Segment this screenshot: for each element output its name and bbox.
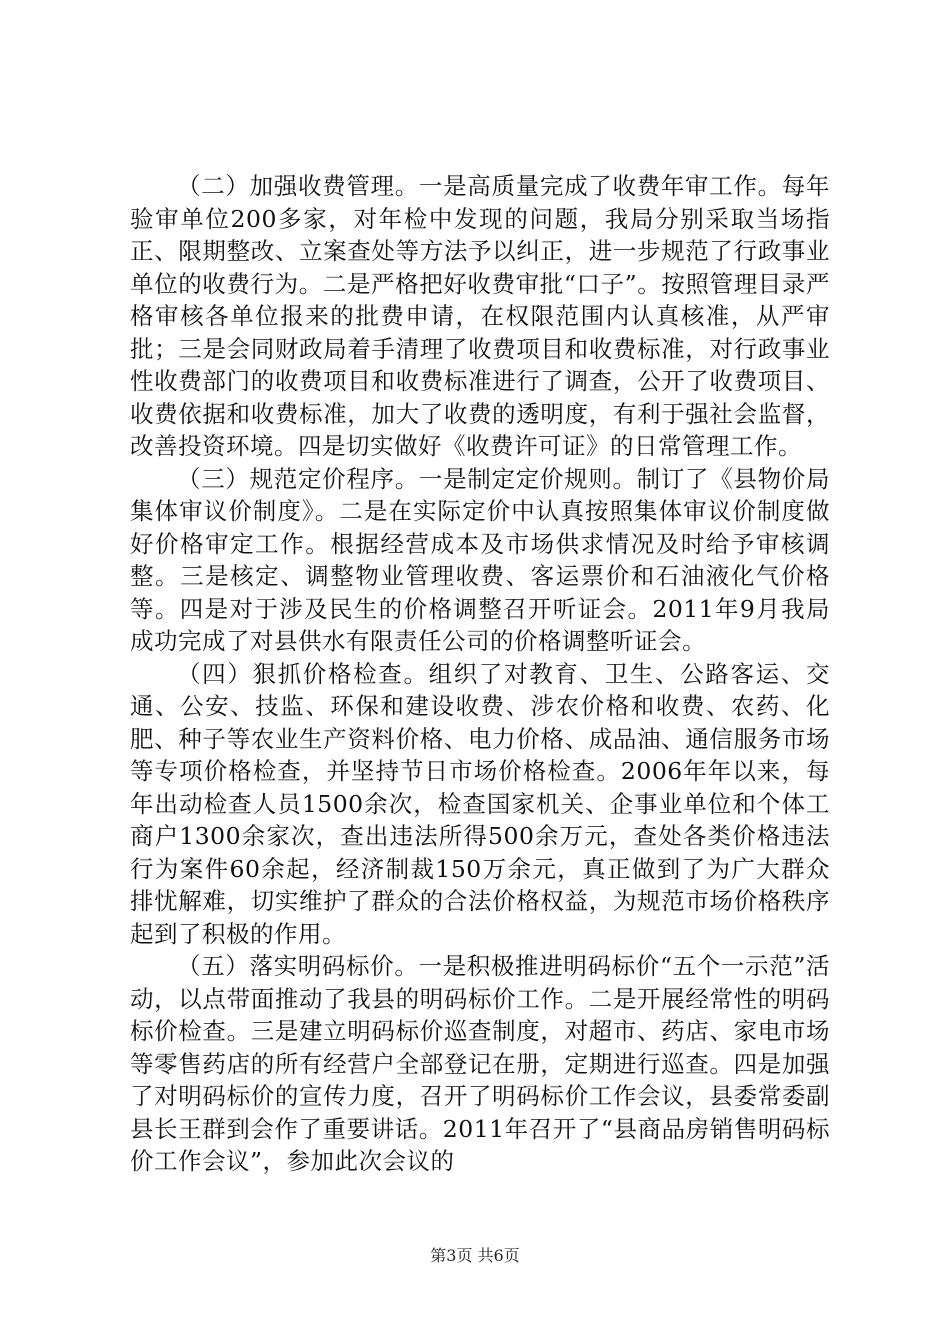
paragraph-pricing-procedure: （三）规范定价程序。一是制定定价规则。制订了《县物价局集体审议价制度》。二是在实际定价中认真按照集体审议价制度做好价格审定工作。根据经营成本及市场供求情况及时给予审核调整。三是核定、调整物业管理收费、客运票价和石油液化气价格等。四是对于涉及民生的价格调整召开听证会。2011年9月我局成功完成了对县供水有限责任公司的价格调整听证会。: [130, 464, 830, 655]
paragraph-fee-management: （二）加强收费管理。一是高质量完成了收费年审工作。每年验审单位200多家，对年检中发现的问题，我局分别采取当场指正、限期整改、立案查处等方法予以纠正，进一步规范了行政事业单位的收费行为。二是严格把好收费审批“口子”。按照管理目录严格审核各单位报来的批费申请，在权限范围内认真核准，从严审批；三是会同财政局着手清理了收费项目和收费标准，对行政事业性收费部门的收费项目和收费标准进行了调查，公开了收费项目、收费依据和收费标准，加大了收费的透明度，有利于强社会监督，改善投资环境。四是切实做好《收费许可证》的日常管理工作。: [130, 172, 830, 460]
paragraph-price-inspection: （四）狠抓价格检查。组织了对教育、卫生、公路客运、交通、公安、技监、环保和建设收费、涉农价格和收费、农药、化肥、种子等农业生产资料价格、电力价格、成品油、通信服务市场等专项价格检查，并坚持节日市场价格检查。2006年年以来，每年出动检查人员1500余次，检查国家机关、企事业单位和个体工商户1300余家次，查出违法所得500余万元，查处各类价格违法行为案件60余起，经济制裁150万余元，真正做到了为广大群众排忧解难，切实维护了群众的合法价格权益，为规范市场价格秩序起到了积极的作用。: [130, 659, 830, 948]
paragraph-price-tagging: （五）落实明码标价。一是积极推进明码标价“五个一示范”活动，以点带面推动了我县的明码标价工作。二是开展经常性的明码标价检查。三是建立明码标价巡查制度，对超市、药店、家电市场等零售药店的所有经营户全部登记在册，定期进行巡查。四是加强了对明码标价的宣传力度，召开了明码标价工作会议，县委常委副县长王群到会作了重要讲话。2011年召开了“县商品房销售明码标价工作会议”，参加此次会议的: [130, 952, 830, 1175]
page-number-footer: 第3页 共6页: [430, 1246, 520, 1265]
document-body: [130, 170, 830, 1178]
